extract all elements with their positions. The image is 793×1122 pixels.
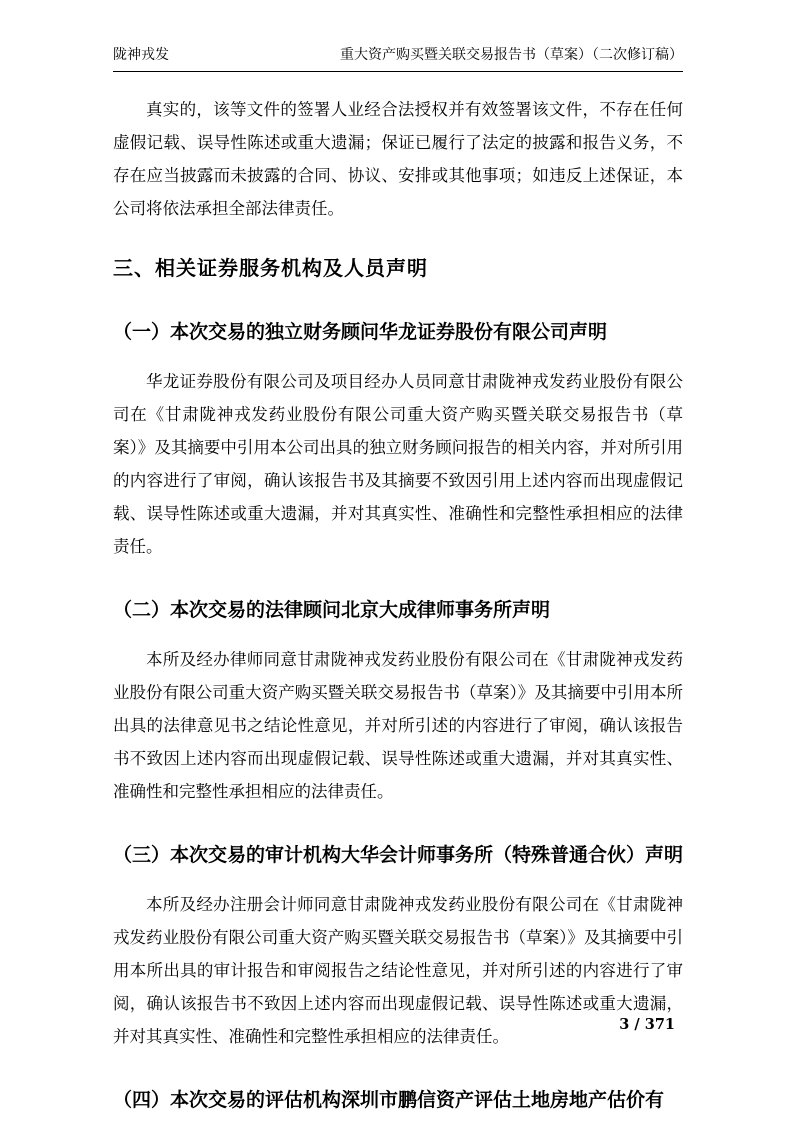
page-header — [113, 46, 683, 72]
subsection-4 — [113, 1079, 683, 1122]
subsection-4-heading: （四）本次交易的评估机构深圳市鹏信资产评估土地房地产估价有 — [113, 1089, 665, 1111]
subsection-1 — [113, 311, 683, 563]
page-number: 3 / 371 — [619, 1016, 675, 1033]
intro-paragraph: 真实的，该等文件的签署人业经合法授权并有效签署该文件，不存在任何虚假记载、误导性陈述或重大遗漏；保证已履行了法定的披露和报告义务，不存在应当披露而未披露的合同、协议、安排或其他事项；如违反上述保证，本公司将依法承担全部法律责任。 — [113, 100, 683, 218]
header-report-title: 重大资产购买暨关联交易报告书（草案）（二次修订稿） — [340, 47, 683, 63]
section-heading-3: 三、相关证券服务机构及人员声明 — [113, 256, 428, 280]
subsection-3 — [113, 834, 683, 1053]
subsection-3-heading: （三）本次交易的审计机构大华会计师事务所（特殊普通合伙）声明 — [113, 844, 684, 866]
subsection-3-body: 本所及经办注册会计师同意甘肃陇神戎发药业股份有限公司在《甘肃陇神戎发药业股份有限公司重大资产购买暨关联交易报告书（草案）》及其摘要中引用本所出具的审计报告和审阅报告之结论性意见，并对所引述的内容进行了审阅，确认该报告书不致因上述内容而出现虚假记载、误导性陈述或重大遗漏，并对其真实性、准确性和完整性承担相应的法律责任。 — [113, 895, 683, 1046]
header-company-name: 陇神戎发 — [113, 47, 169, 63]
subsection-2-heading: （二）本次交易的法律顾问北京大成律师事务所声明 — [113, 599, 551, 621]
subsection-2-body: 本所及经办律师同意甘肃陇神戎发药业股份有限公司在《甘肃陇神戎发药业股份有限公司重大资产购买暨关联交易报告书（草案）》及其摘要中引用本所出具的法律意见书之结论性意见，并对所引述的内容进行了审阅，确认该报告书不致因上述内容而出现虚假记载、误导性陈述或重大遗漏，并对其真实性、准确性和完整性承担相应的法律责任。 — [113, 650, 683, 801]
subsection-2 — [113, 589, 683, 808]
subsection-1-heading: （一）本次交易的独立财务顾问华龙证券股份有限公司声明 — [113, 321, 608, 343]
subsection-1-body: 华龙证券股份有限公司及项目经办人员同意甘肃陇神戎发药业股份有限公司在《甘肃陇神戎发药业股份有限公司重大资产购买暨关联交易报告书（草案）》及其摘要中引用本公司出具的独立财务顾问报告的相关内容，并对所引用的内容进行了审阅，确认该报告书及其摘要不致因引用上述内容而出现虚假记载、误导性陈述或重大遗漏，并对其真实性、准确性和完整性承担相应的法律责任。 — [113, 372, 683, 556]
